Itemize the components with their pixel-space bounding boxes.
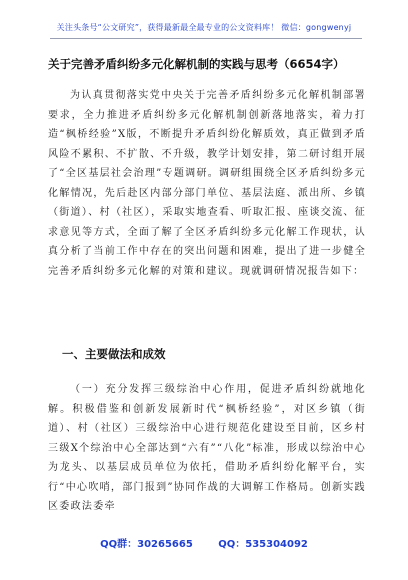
footer-contact bbox=[0, 535, 408, 550]
document-title: 关于完善矛盾纠纷多元化解机制的实践与思考（6654字） bbox=[48, 57, 345, 71]
header-promo-note: 关注头条号“公文研究”，获得最新最全最专业的公文资料库！ 微信：gongwenyj bbox=[56, 23, 352, 32]
footer-qq: QQ：535304092 bbox=[218, 539, 308, 550]
header-divider bbox=[50, 38, 362, 39]
section-paragraph: （一）充分发挥三级综治中心作用，促进矛盾纠纷就地化解。积极借鉴和创新发展新时代“枫桥经验”，对区乡镇（街道）、村（社区）三级综治中心进行规范化建设至目前，区乡村三级X个综治中心全部达到“六有”“八化”标准，形成以综治中心为龙头、以基层成员单位为依托，借助矛盾纠纷化解平台，实行“中心吹哨，部门报到”协同作战的大调解工作格局。创新实践区委政法委牵 bbox=[48, 384, 366, 512]
intro-paragraph: 为认真贯彻落实党中央关于完善矛盾纠纷多元化解机制部署要求，全力推进矛盾纠纷多元化解机制创新落地落实，着力打造“枫桥经验”X版，不断提升矛盾纠纷化解质效，真正做到矛盾风险不累积、不扩散、不升级，教学计划安排，第二研讨组开展了“全区基层社会治理”专题调研。调研组围绕全区矛盾纠纷多元化解情况，先后赴区内部分部门单位、基层法庭、派出所、乡镇（街道）、村（社区），采取实地查看、听取汇报、座谈交流、征求意见等方式，全面了解了全区矛盾纠纷多元化解工作现状，认真分析了当前工作中存在的突出问题和困难，提出了进一步健全完善矛盾纠纷多元化解的对策和建议。现就调研情况报告如下： bbox=[48, 90, 366, 277]
section-heading: 一、主要做法和成效 bbox=[62, 347, 166, 361]
footer-qq-group: QQ群：30265665 bbox=[100, 539, 193, 550]
